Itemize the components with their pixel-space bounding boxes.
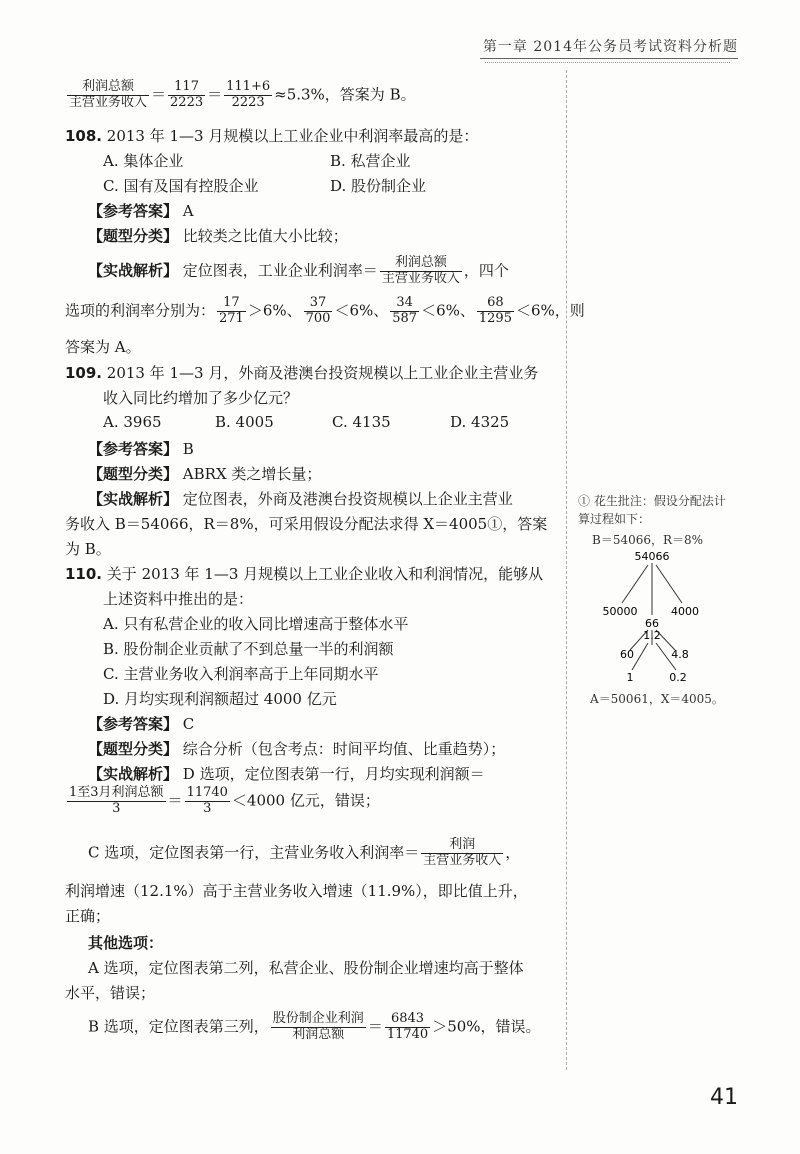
denominator: 2223 [170,94,204,110]
q108-option-a: A. 集体企业 [103,152,184,170]
tree-node: 50000 [602,605,638,618]
analysis-label: 【实战解析】 [88,261,179,280]
tree-node: 1.2 [643,629,661,642]
numerator: 34 [390,296,419,312]
q110-analysis-d-formula: $\frac{\text{1至3月利润总额}}{3}$ ＝ $\frac{11740}{3}$ ＜4000 亿元，错误； [69,785,380,816]
fraction [67,786,166,817]
analysis-label: 【实战解析】 [88,765,179,783]
analysis-text: B 选项，定位图表第三列， [88,1017,269,1036]
q110-option-b: B. 股份制企业贡献了不到总量一半的利润额 [103,640,394,658]
numerator: 68 [477,296,514,312]
q109-option-b: B. 4005 [215,413,274,431]
q109-answer [88,438,194,459]
answer-label: 【参考答案】 [88,440,179,458]
numerator: 利润总额 [67,80,149,96]
q109-stem-2: 收入同比约增加了多少亿元？ [103,389,299,407]
fraction [217,296,246,327]
other-options-heading: 其他选项： [88,934,164,952]
q108-stem [65,125,478,146]
q110-option-d: D. 月均实现利润额超过 4000 亿元 [103,690,337,708]
analysis-text: ， [505,843,521,862]
q110-analysis-a-line2: 水平，错误； [65,984,156,1002]
denominator: 主营业务收入 [423,852,502,868]
numerator: 利润总额 [380,256,462,272]
analysis-text: 定位图表，工业企业利润率＝ [182,261,378,280]
q108-analysis-line3: 答案为 A。 [65,338,141,356]
q110-analysis-b [88,1012,541,1043]
tree-node: 4.8 [671,648,689,661]
numerator: 利润 [421,838,503,854]
running-header: 第一章 2014年公务员考试资料分析题 [482,39,738,55]
analysis-text: ＜6%、 [421,301,475,320]
q109-stem [65,362,538,383]
question-text: 关于 2013 年 1—3 月规模以上工业企业收入和利润情况，能够从 [106,565,544,583]
denominator: 主营业务收入 [69,94,148,110]
q108-analysis-line2 [65,296,585,327]
fraction [421,838,503,869]
tree-edge [656,565,682,603]
analysis-label: 【实战解析】 [88,490,179,508]
q110-stem [65,563,543,584]
answer-value: C [182,715,195,733]
type-value: 比较类之比值大小比较； [182,227,348,245]
q110-option-c: C. 主营业务收入利润率高于上年同期水平 [103,665,379,683]
q110-answer [88,713,194,734]
numerator: 117 [168,80,205,96]
sidenote-title: ① 花生批注：假设分配法计 [578,494,726,508]
denominator: 700 [305,310,331,326]
tree-root: 54066 [634,550,670,563]
fraction [385,1012,430,1043]
analysis-text: D 选项，定位图表第一行，月均实现利润额＝ [182,765,485,783]
answer-value: B [182,440,194,458]
answer-label: 【参考答案】 [88,202,179,220]
numerator: 11740 [186,785,228,800]
column-divider [566,70,567,1070]
allocation-tree-diagram [580,545,730,690]
denominator: 587 [392,310,418,326]
q109-type [88,463,321,484]
denominator: 3 [112,800,121,816]
question-number: 110. [65,565,103,583]
tree-node: 4000 [671,605,699,618]
q109-option-d: D. 4325 [450,413,510,431]
sidenote-given: B＝54066，R＝8% [592,533,704,547]
tree-edge [632,643,648,670]
type-label: 【题型分类】 [88,740,179,758]
q108-type [88,225,348,246]
fraction [380,256,462,287]
page-number: 41 [710,1085,738,1110]
tree-node: 0.2 [669,671,687,684]
type-value: ABRX 类之增长量； [182,465,322,483]
denominator: 11740 [386,1026,429,1042]
q110-stem-2: 上述资料中推出的是： [103,590,254,608]
type-value: 综合分析（包含考点：时间平均值、比重趋势）； [182,740,506,758]
q110-analysis-a-line1: A 选项，定位图表第二列，私营企业、股份制企业增速均高于整体 [88,959,524,977]
q109-analysis-line2: 务收入 B＝54066，R＝8%，可采用假设分配法求得 X＝4005①，答案 [65,515,548,533]
numerator: 37 [304,296,333,312]
fraction [271,1012,366,1043]
q109-analysis-line3: 为 B。 [65,540,111,558]
numerator: 17 [217,296,246,312]
numerator: 股份制企业利润 [272,1011,364,1026]
analysis-text: C 选项，定位图表第一行，主营业务收入利润率＝ [88,843,420,862]
fraction [67,80,149,111]
question-text: 2013 年 1—3 月规模以上工业企业中利润率最高的是： [106,127,479,145]
tree-node: 60 [620,648,634,661]
q108-analysis-line1 [88,256,509,287]
q110-option-a: A. 只有私营企业的收入同比增速高于整体水平 [103,615,409,633]
denominator: 271 [219,310,244,326]
tree-edge [622,565,648,603]
denominator: 主营业务收入 [381,270,460,286]
top-formula: $\frac{\text{利润总额}}{\text{主营业务收入}}$ ＝ $\frac{117}{2223}$ ＝ $\frac{111+6}{2223}$ ≈5.3%，答案为 B。 [69,79,416,110]
fraction [477,296,514,327]
fraction [168,80,205,111]
formula-tail: ≈5.3%，答案为 B。 [274,85,416,104]
answer-value: A [182,202,194,220]
q108-option-d: D. 股份制企业 [330,177,427,195]
q110-analysis-c-line3: 正确； [65,907,111,925]
denominator: 利润总额 [292,1026,345,1042]
tree-node: 1 [626,671,634,684]
numerator: 1至3月利润总额 [69,785,164,800]
q108-answer [88,200,194,221]
header-rule [480,58,738,59]
header-dots [485,62,730,63]
analysis-text: 选项的利润率分别为： [65,301,216,320]
q109-option-c: C. 4135 [332,413,391,431]
analysis-text: ＜6%，则 [515,301,585,320]
q109-analysis-line1 [88,488,513,509]
q110-type [88,738,505,759]
type-label: 【题型分类】 [88,227,179,245]
numerator: 111+6 [226,79,271,94]
fraction [304,296,333,327]
fraction [390,296,419,327]
analysis-text: 定位图表，外商及港澳台投资规模以上企业主营业 [182,490,513,508]
q108-option-b: B. 私营企业 [330,152,411,170]
analysis-text: ＝ [367,1017,383,1036]
q109-option-a: A. 3965 [103,413,162,431]
q110-analysis-line1 [88,763,485,784]
analysis-text: ＜4000 亿元，错误； [231,791,380,810]
question-text: 2013 年 1—3 月，外商及港澳台投资规模以上工业企业主营业务 [106,364,539,382]
question-number: 108. [65,127,103,145]
q110-analysis-c-line1 [88,838,520,869]
q108-option-c: C. 国有及国有控股企业 [103,177,259,195]
q110-analysis-c-line2: 利润增速（12.1%）高于主营业务收入增速（11.9%），即比值上升， [65,882,528,900]
fraction [185,786,230,817]
fraction [224,80,272,111]
analysis-text: ＜6%、 [334,301,389,320]
answer-label: 【参考答案】 [88,715,179,733]
tree-node: 66 [645,617,659,630]
denominator: 1295 [478,310,512,326]
question-number: 109. [65,364,103,382]
denominator: 2223 [231,94,265,110]
denominator: 3 [203,800,212,816]
sidenote-result: A＝50061，X＝4005。 [590,692,724,706]
analysis-text: ，四个 [463,261,509,280]
numerator: 6843 [385,1012,430,1028]
sidenote-title-2: 算过程如下： [578,512,651,526]
analysis-text: ＞6%、 [247,301,302,320]
analysis-text: ＞50%，错误。 [432,1017,541,1036]
type-label: 【题型分类】 [88,465,179,483]
